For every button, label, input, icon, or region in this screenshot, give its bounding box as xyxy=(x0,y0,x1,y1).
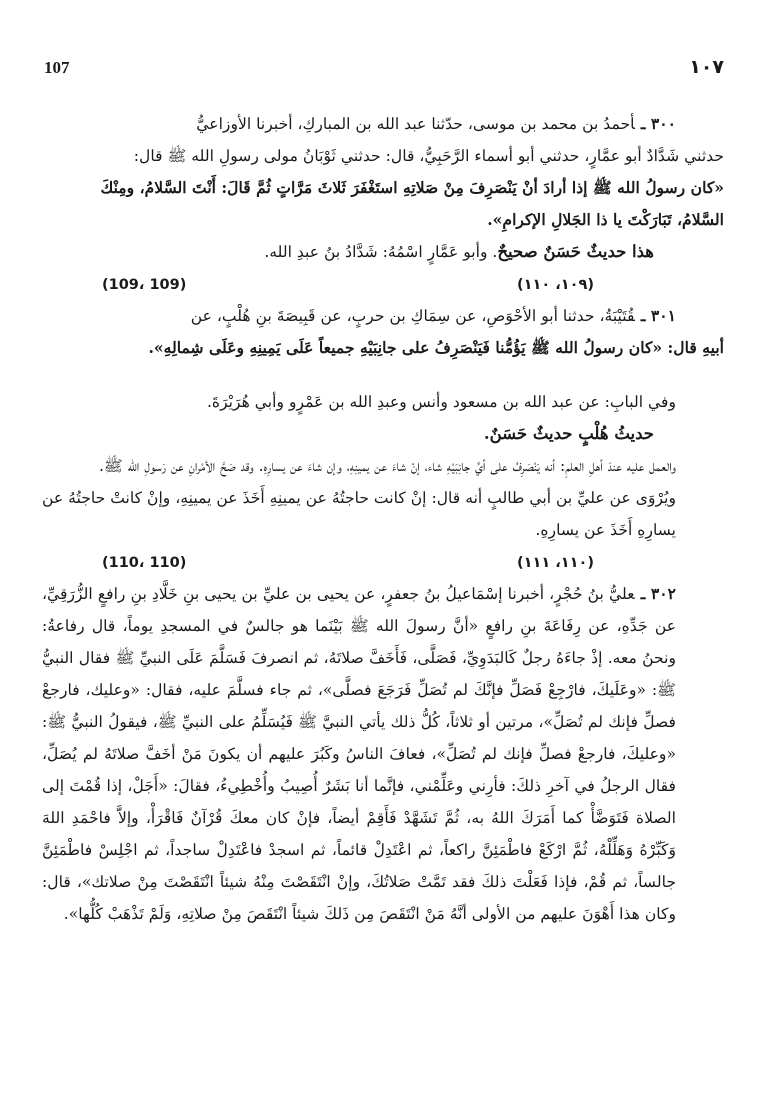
hadith-300-line-3: «كان رسولُ الله ﷺ إذا أرادَ أنْ يَنْصَرِفَ مِنْ صَلاتِهِ استَغْفَرَ ثَلاثَ مَرَّاتٍ ثُمَّ قَالَ: أَنْتَ السَّلامُ، ومِنْكَ xyxy=(100,178,724,197)
page-number-latin: 107 xyxy=(44,58,70,77)
hadith-300-line-1: ٣٠٠ ـأحمدُ بن محمد بن موسى، حدّثنا عبد الله بن المباركِ، أخبرنا الأوزاعيُّ xyxy=(196,114,676,133)
hadith-302-text: ٣٠٢ ـعليُّ بنُ حُجْرٍ، أخبرنا إسْمَاعيلُ بنُ جعفرٍ، عن يحيى بن عليِّ بن يحيى بنِ خَلَّادِ بنِ رافعٍ الزُّرَقِيِّ، عن جَدِّهِ، عن رِفَاعَةَ بنِ رافعٍ «أنَّ رسولَ الله ﷺ بَيْنَما هو جالسٌ في المسجدِ يوماً، قال رفاعةُ: ونحنُ معه. إذْ جاءَهُ رجلٌ كَالبَدَوِيِّ، فَصَلَّى، فَأَخَفَّ صلاتَهُ، ثم انصرفَ فَسَلَّمَ عَلَى النبيِّ ﷺ فقال النبيُّ ﷺ: «وعَلَيكَ، فارْجِعْ فَصَلِّ فإنَّكَ لم تُصَلِّ فَرَجَعَ فصلَّى»، ثم جاء فسلَّمَ عليه، فقال: «وعليك، فارجعْ فصلِّ فإنك لم تُصَلِّ»، مرتين أو ثلاثاً، كُلُّ ذلك يأتي النبيَّ ﷺ فَيُسَلِّمُ على النبيِّ ﷺ، فيقولُ النبيُّ ﷺ: «وعليكَ، فارجعْ فصلِّ فإنك لم تُصَلِّ»، فعافَ الناسُ وكَبُرَ عليهم أن يكونَ مَنْ أخَفَّ صلاتَهُ لم يُصَلِّ، فقال الرجلُ في آخرِ ذلكَ: فأرِني وعَلِّمْني، فإنَّما أنا بَشَرٌ أُصِيبُ وأُخْطِيءُ، فقالَ: «أَجَلْ، إذا قُمْتَ إلى الصلاة فَتَوَضَّأْ كما أَمَرَكَ اللهُ به، ثُمَّ تَشَهَّدْ فَأَقِمْ أيضاً، فإنْ كان معكَ قُرْآنٌ فَاقْرَأْ، وإلاَّ فاحْمَدِ اللهَ وَكَبِّرْهُ وَهَلِّلْهُ، ثُمَّ ارْكَعْ فاطْمَئِنَّ راكعاً، ثم اعْتَدِلْ قائماً، ثم اسجدْ فاعْتَدِلْ ساجداً، ثم اجْلِسْ فاطْمَئِنَّ جالساً، ثم قُمْ، فإذا فَعَلْتَ ذلكَ فقد تَمَّتْ صَلاتُكَ، وإنْ انْتَقَصْتَ مِنْهُ شيئاً انْتَقَصْتَ مِنْ صلاتك»، قال: وكان هذا أَهْوَنَ عليهم من الأولى أنَّهُ مَنْ انْتَقَصَ مِن ذَلكَ شيئاً انْتَقَصَ مِنْ صلاتِهِ، وَلَمْ تَذْهَبْ كُلُّها». xyxy=(42,584,677,923)
hadith-301-grade: حديثُ هُلْبٍ حديثٌ حَسَنٌ. xyxy=(483,424,654,443)
hadith-300-grade: هذا حديثٌ حَسَنٌ صحيحٌ xyxy=(497,242,654,261)
page-number-arabic: ١٠٧ xyxy=(689,56,724,78)
cross-reference-arabic-1: (١٠٩، ١١٠) xyxy=(517,277,594,293)
cross-reference-latin-1: (109، 109) xyxy=(102,277,187,293)
page-body xyxy=(42,108,724,930)
hadith-300-line-2: حدثني شَدَّادٌ أبو عمَّارٍ، حدثني أبو أسماء الرَّحَبِيُّ، قال: حدثني ثَوْبَانُ مولى رسولِ الله ﷺ قال: xyxy=(133,147,724,165)
cross-reference-row-2 xyxy=(42,550,724,576)
hadith-301-line-2: أبيهِ قال: «كان رسولُ الله ﷺ يَؤُمُّنا فَيَنْصَرِفُ على جانِبَيْهِ جميعاً عَلَى يَمِينِهِ وعَلَى شِمالِهِ». xyxy=(148,338,724,357)
cross-reference-row-1 xyxy=(42,272,724,298)
hadith-301-commentary-1: والعمل عليه عندَ أهلِ العلمِ: أنه يَنْصَرِفُ على أيِّ جانِبَيْهِ شاء، إنْ شاءَ عن يمينِهِ، وإن شاءَ عن يسارِهِ. وقد صَحَّ الأمْرانِ عن رَسولِ الله ﷺ. xyxy=(98,457,676,475)
spacer xyxy=(42,364,724,386)
cross-reference-arabic-2: (١١٠، ١١١) xyxy=(517,555,594,571)
hadith-300-grade-line xyxy=(42,236,724,268)
hadith-300-line-4: السَّلامُ، تَبَارَكْتَ يا ذا الجَلالِ الإكرامِ». xyxy=(487,210,724,229)
hadith-300-note: . وأبو عَمَّارٍ اسْمُهُ: شَدَّادُ بنُ عبدِ الله. xyxy=(264,243,498,261)
hadith-number-300: ٣٠٠ ـ xyxy=(640,114,676,133)
cross-reference-latin-2: (110، 110) xyxy=(102,555,187,571)
hadith-number-301: ٣٠١ ـ xyxy=(640,306,676,325)
hadith-301-bab: وفي البابِ: عن عبد الله بن مسعود وأنس وعبدِ الله بن عَمْرٍو وأبي هُرَيْرَةَ. xyxy=(206,393,676,411)
hadith-301-commentary-2: ويُرْوَى عن عليِّ بن أبي طالبٍ أنه قال: إنْ كانت حاجتُهُ عن يمينِهِ أَخَذَ عن يمينِهِ، وإنْ كانتْ حاجتُهُ عن يسارِهِ أَخَذَ عن يسارِهِ. xyxy=(42,489,676,539)
hadith-301-line-1: ٣٠١ ـقُتَيْبَةُ، حدثنا أبو الأحْوَصِ، عن سِمَاكِ بن حربٍ، عن قَبِيصَةَ بنِ هُلْبٍ، عن xyxy=(190,306,676,325)
hadith-number-302: ٣٠٢ ـ xyxy=(640,584,677,603)
